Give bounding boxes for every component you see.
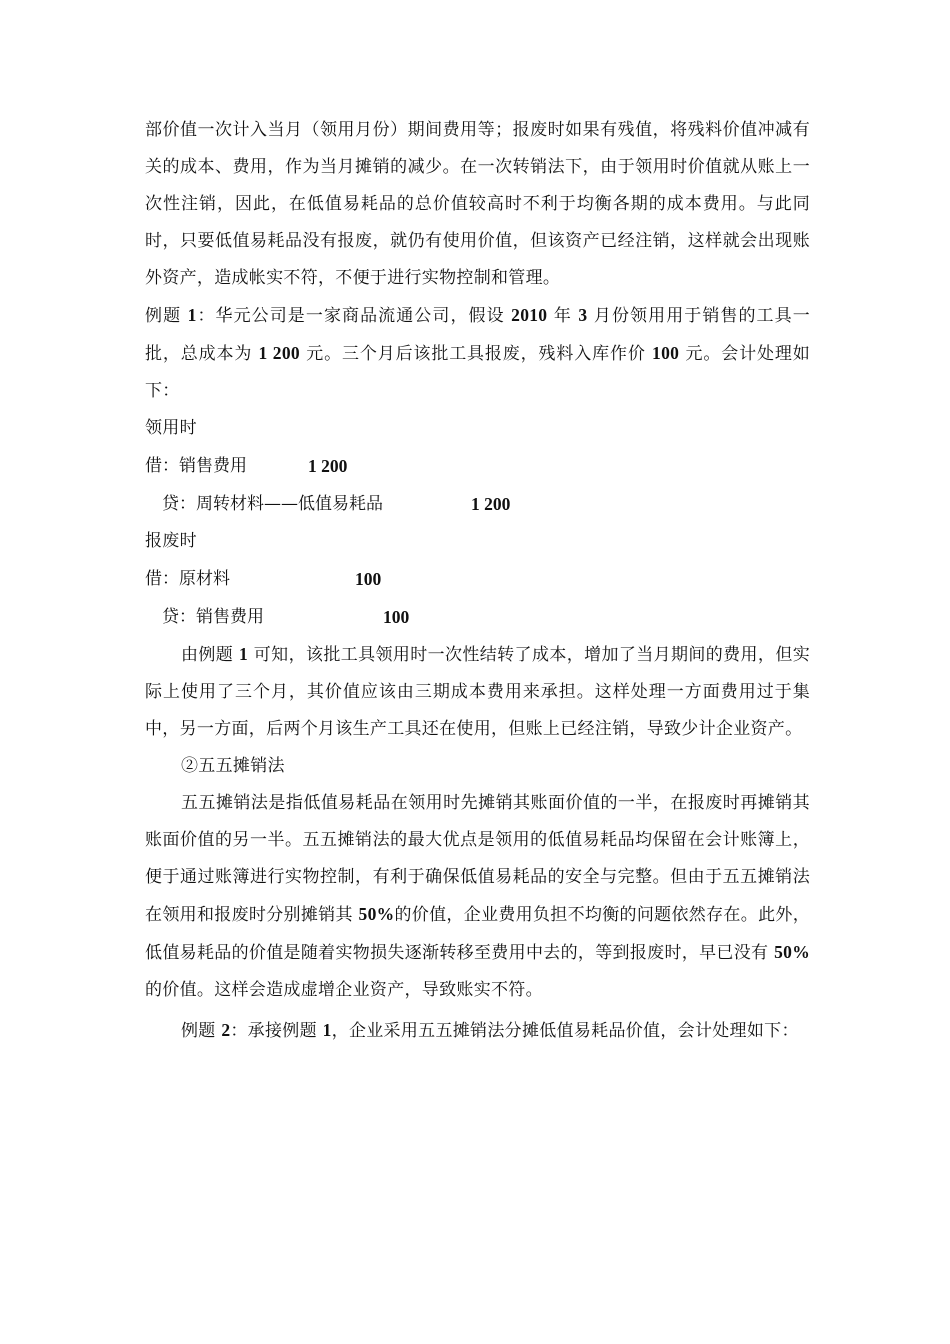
text-run: ：承接例题: [230, 1021, 323, 1041]
credit-amount: 100: [383, 607, 410, 627]
credit-label: 贷：周转材料——低值易耗品: [162, 494, 383, 514]
example-1-analysis: [145, 636, 810, 748]
journal-entry-debit-2: [145, 560, 810, 598]
bold-run: 100: [652, 343, 680, 363]
bold-run: 3: [578, 305, 588, 325]
journal-entry-credit-1: [145, 485, 810, 523]
text-run: 的价值。这样会造成虚增企业资产，导致账实不符。: [145, 980, 543, 1000]
bold-run: 50%: [774, 942, 810, 962]
credit-label: 贷：销售费用: [162, 607, 264, 627]
debit-amount: 1 200: [308, 456, 348, 476]
text-run: 例题: [181, 1021, 222, 1041]
text-run: 元。三个月后该批工具报废，残料入库作价: [299, 344, 653, 364]
paragraph-55-method: [145, 785, 810, 1009]
bold-run: 50%: [358, 904, 395, 924]
label-lingyong: 领用时: [145, 418, 197, 438]
text-run: 元。会计处理如下：: [145, 344, 810, 401]
text-run: ：华元公司是一家商品流通公司，假设: [196, 306, 512, 326]
text-run: 五五摊销法是指低值易耗品在领用时先摊销其账面价值的一半，在报废时再摊销其账面价值的另一半。五五摊销法的最大优点是领用的低值易耗品均保留在会计账簿上，便于通过账簿进行实物控制，有利于确保低值易耗品的安全与完整。但由于五五摊销法在领用和报废时分别摊销其: [145, 793, 810, 925]
bold-run: 1: [322, 1020, 332, 1040]
debit-amount: 100: [355, 569, 382, 589]
text-run: 例题: [145, 306, 188, 326]
debit-label: 借：销售费用: [145, 456, 247, 476]
text-run: 年: [547, 306, 579, 326]
example-1-paragraph: [145, 297, 810, 410]
journal-entry-credit-2: [145, 598, 810, 636]
text-run: 可知，该批工具领用时一次性结转了成本，增加了当月期间的费用，但实际上使用了三个月，其价值应该由三期成本费用来承担。这样处理一方面费用过于集中，另一方面，后两个月该生产工具还在使用，但账上已经注销，导致少计企业资产。: [145, 645, 810, 739]
bold-run: 1 200: [258, 343, 300, 363]
debit-label: 借：原材料: [145, 569, 230, 589]
bold-run: 2010: [511, 305, 548, 325]
journal-entry-debit-1: [145, 447, 810, 485]
example-2-paragraph: [145, 1012, 810, 1050]
bold-run: 1: [238, 644, 249, 664]
label-baofei: 报废时: [145, 531, 197, 551]
section-heading-55: ②五五摊销法: [181, 756, 285, 776]
text-run: 月份领用用于销售的工具一批，总成本为: [145, 306, 810, 364]
text-run: 由例题: [181, 645, 239, 665]
document-page: [145, 112, 810, 1050]
text-run: 的价值，企业费用负担不均衡的问题依然存在。此外，低值易耗品的价值是随着实物损失逐渐转移至费用中去的，等到报废时，早已没有: [145, 905, 810, 963]
paragraph-one-time-write-off: 部价值一次计入当月（领用月份）期间费用等；报废时如果有残值，将残料价值冲减有关的成本、费用，作为当月摊销的减少。在一次转销法下，由于领用时价值就从账上一次性注销，因此，在低值易耗品的总价值较高时不利于均衡各期的成本费用。与此同时，只要低值易耗品没有报废，就仍有使用价值，但该资产已经注销，这样就会出现账外资产，造成帐实不符，不便于进行实物控制和管理。: [145, 120, 810, 288]
bold-run: 2: [221, 1020, 231, 1040]
text-run: ，企业采用五五摊销法分摊低值易耗品价值，会计处理如下：: [331, 1021, 799, 1041]
bold-run: 1: [187, 305, 197, 325]
credit-amount: 1 200: [471, 494, 511, 514]
